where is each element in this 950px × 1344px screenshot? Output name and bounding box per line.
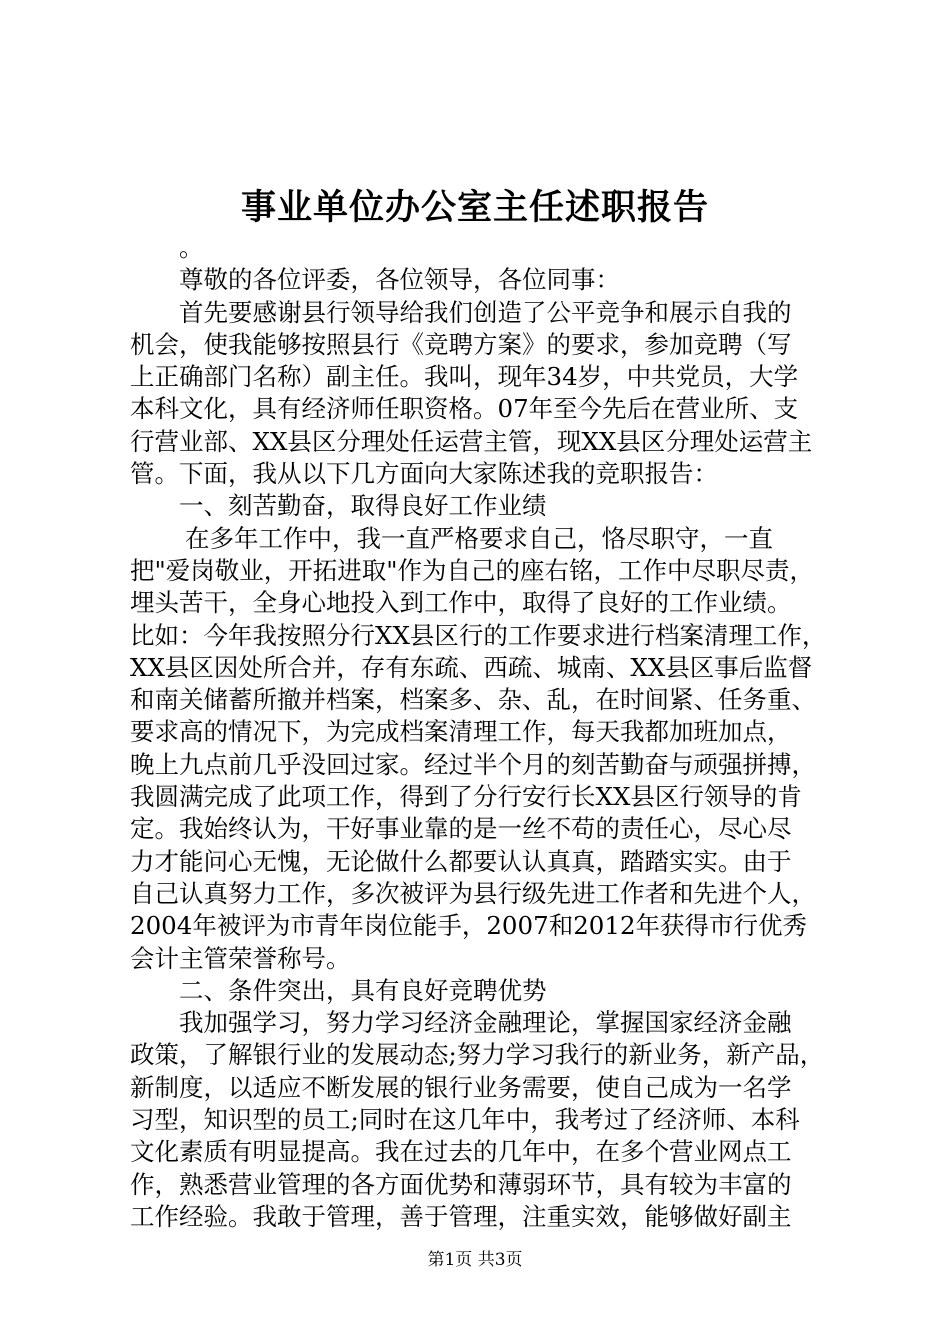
- text-line: 管。下面，我从以下几方面向大家陈述我的竞职报告：: [130, 459, 718, 489]
- text-line: 定。我始终认为，干好事业靠的是一丝不苟的责任心，尽心尽: [130, 814, 792, 844]
- text-line: 我圆满完成了此项工作，得到了分行安行长XX县区行领导的肯: [130, 782, 802, 812]
- salutation-line: 尊敬的各位评委，各位领导，各位同事：: [179, 265, 620, 295]
- text-line: 在多年工作中，我一直严格要求自己，恪尽职守，一直: [185, 523, 773, 553]
- text-line: 文化素质有明显提高。我在过去的几年中，在多个营业网点工: [130, 1137, 792, 1167]
- text-line: 和南关储蓄所撤并档案，档案多、杂、乱，在时间紧、任务重、: [130, 685, 816, 715]
- text-line: 埋头苦干，全身心地投入到工作中，取得了良好的工作业绩。: [130, 588, 792, 618]
- text-line: 晚上九点前几乎没回过家。经过半个月的刻苦勤奋与顽强拼搏，: [130, 749, 816, 779]
- text-line: 首先要感谢县行领导给我们创造了公平竞争和展示自我的: [179, 297, 792, 327]
- text-line: 政策，了解银行业的发展动态;努力学习我行的新业务，新产品，: [130, 1040, 825, 1070]
- text-line: 机会，使我能够按照县行《竞聘方案》的要求，参加竞聘（写: [130, 329, 792, 359]
- text-line: 作，熟悉营业管理的各方面优势和薄弱环节，具有较为丰富的: [130, 1169, 792, 1199]
- text-line: 习型，知识型的员工;同时在这几年中，我考过了经济师、本科: [130, 1105, 800, 1135]
- section-heading-2: 二、条件突出，具有良好竞聘优势: [179, 975, 547, 1005]
- text-line: 本科文化，具有经济师任职资格。07年至今先后在营业所、支: [130, 394, 799, 424]
- text-line: 。: [179, 233, 204, 262]
- text-line: XX县区因处所合并，存有东疏、西疏、城南、XX县区事后监督: [130, 652, 813, 682]
- text-line: 2004年被评为市青年岗位能手，2007和2012年获得市行优秀: [130, 911, 808, 941]
- text-line: 工作经验。我敢于管理，善于管理，注重实效，能够做好副主: [130, 1201, 792, 1231]
- page-number-footer: 第1页 共3页: [427, 1250, 523, 1270]
- text-line: 上正确部门名称）副主任。我叫，现年34岁，中共党员，大学: [130, 362, 799, 392]
- text-line: 新制度，以适应不断发展的银行业务需要，使自己成为一名学: [130, 1072, 792, 1102]
- text-line: 比如：今年我按照分行XX县区行的工作要求进行档案清理工作，: [130, 620, 827, 650]
- section-heading-1: 一、刻苦勤奋，取得良好工作业绩: [179, 491, 547, 521]
- text-line: 把"爱岗敬业，开拓进取"作为自己的座右铭，工作中尽职尽责，: [130, 555, 815, 585]
- text-line: 会计主管荣誉称号。: [130, 943, 351, 973]
- text-line: 要求高的情况下，为完成档案清理工作，每天我都加班加点，: [130, 717, 792, 747]
- text-line: 行营业部、XX县区分理处任运营主管，现XX县区分理处运营主: [130, 426, 813, 456]
- text-line: 力才能问心无愧，无论做什么都要认认真真，踏踏实实。由于: [130, 846, 792, 876]
- text-line: 自己认真努力工作，多次被评为县行级先进工作者和先进个人，: [130, 878, 816, 908]
- text-line: 我加强学习，努力学习经济金融理论，掌握国家经济金融: [179, 1008, 792, 1038]
- document-body: [130, 232, 830, 1233]
- document-title: 事业单位办公室主任述职报告: [240, 187, 709, 228]
